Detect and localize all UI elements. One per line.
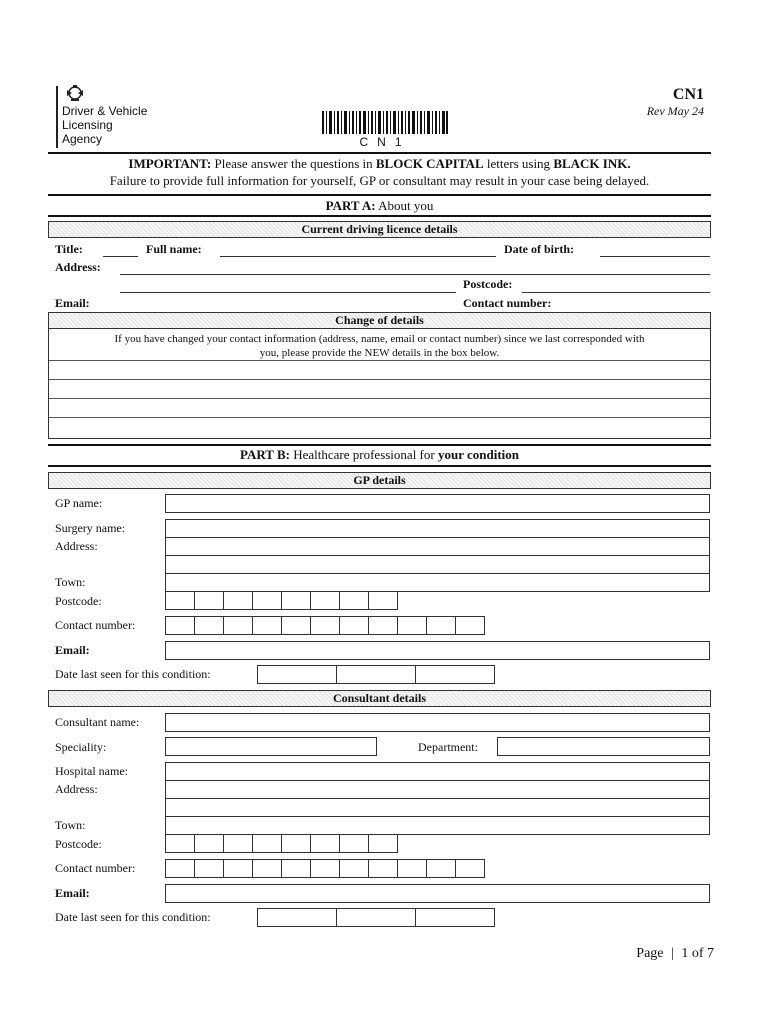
gp-postcode-input[interactable]	[165, 591, 398, 610]
full-name-field[interactable]	[220, 256, 496, 257]
barcode-text: CN1	[359, 135, 411, 149]
change-line-2[interactable]	[49, 379, 710, 398]
gp-address-input-2[interactable]	[165, 555, 710, 574]
gp-section-heading: GP details	[48, 472, 711, 489]
speciality-input[interactable]	[165, 737, 377, 756]
org-name-line2: Licensing	[62, 118, 113, 132]
change-box	[48, 328, 711, 439]
part-b-label: PART B:	[239, 447, 290, 462]
consultant-date-seen-input[interactable]	[257, 908, 495, 927]
email-label: Email:	[55, 296, 90, 310]
gp-email-label: Email:	[55, 643, 90, 657]
consultant-email-input[interactable]	[165, 884, 710, 903]
page-number: Page | 1 of 7	[636, 946, 714, 961]
page-value: 1 of 7	[681, 946, 714, 961]
dvla-logo	[56, 84, 186, 150]
consultant-date-seen-label: Date last seen for this condition:	[55, 910, 211, 924]
royal-crest-icon	[64, 84, 86, 102]
gp-date-seen-label: Date last seen for this condition:	[55, 667, 211, 681]
part-a-heading	[48, 198, 711, 214]
consultant-postcode-input[interactable]	[165, 834, 398, 853]
important-label: IMPORTANT:	[128, 156, 212, 171]
speciality-label: Speciality:	[55, 740, 107, 754]
title-field[interactable]	[103, 256, 138, 257]
revision-date: Rev May 24	[646, 104, 704, 118]
change-line-4[interactable]	[49, 417, 710, 438]
org-name-line1: Driver & Vehicle	[62, 104, 148, 118]
barcode	[322, 111, 448, 134]
notice-line2: Failure to provide full information for yourself, GP or consultant may result in your case being delayed.	[109, 173, 650, 188]
gp-name-label: GP name:	[55, 496, 103, 510]
important-notice	[48, 155, 711, 172]
page-label: Page	[636, 946, 664, 961]
change-instructions-line2: you, please provide the NEW details in the box below.	[259, 347, 500, 359]
consultant-email-label: Email:	[55, 886, 90, 900]
form-code: CN1	[672, 86, 704, 103]
part-a-title: About you	[378, 198, 434, 213]
consultant-postcode-label: Postcode:	[55, 837, 102, 851]
full-name-label: Full name:	[146, 242, 202, 256]
consultant-section-heading: Consultant details	[48, 690, 711, 707]
gp-date-seen-input[interactable]	[257, 665, 495, 684]
consultant-address-input-1[interactable]	[165, 780, 710, 799]
hospital-name-input[interactable]	[165, 762, 710, 781]
consultant-contact-input[interactable]	[165, 859, 485, 878]
postcode-field[interactable]	[522, 292, 710, 293]
part-b-heading	[48, 447, 711, 463]
surgery-name-input[interactable]	[165, 519, 710, 538]
address-label: Address:	[55, 260, 101, 274]
consultant-contact-label: Contact number:	[55, 861, 136, 875]
change-line-3[interactable]	[49, 398, 710, 417]
consultant-address-input-2[interactable]	[165, 798, 710, 817]
change-line-1[interactable]	[49, 360, 710, 379]
licence-section-heading: Current driving licence details	[48, 221, 711, 238]
part-b-title-b: your condition	[437, 447, 519, 462]
gp-contact-label: Contact number:	[55, 618, 136, 632]
consultant-town-input[interactable]	[165, 816, 710, 835]
title-label: Title:	[55, 242, 83, 256]
hospital-name-label: Hospital name:	[55, 764, 128, 778]
notice-text-a: Please answer the questions in	[214, 156, 373, 171]
department-input[interactable]	[497, 737, 710, 756]
consultant-name-input[interactable]	[165, 713, 710, 732]
gp-email-input[interactable]	[165, 641, 710, 660]
black-ink-text: BLACK INK.	[553, 156, 631, 171]
department-label: Department:	[418, 740, 478, 754]
consultant-town-label: Town:	[55, 818, 86, 832]
block-capital-text: BLOCK CAPITAL	[375, 156, 484, 171]
change-section-heading: Change of details	[48, 312, 711, 329]
gp-contact-input[interactable]	[165, 616, 485, 635]
part-a-label: PART A:	[325, 198, 376, 213]
surgery-name-label: Surgery name:	[55, 521, 126, 535]
gp-address-input-1[interactable]	[165, 537, 710, 556]
postcode-label: Postcode:	[463, 277, 513, 291]
consultant-address-label: Address:	[55, 782, 98, 796]
address-field-2[interactable]	[120, 292, 456, 293]
gp-postcode-label: Postcode:	[55, 594, 102, 608]
change-instructions-line1: If you have changed your contact information (address, name, email or contact number) since we last corresponded with	[114, 333, 645, 345]
gp-town-input[interactable]	[165, 573, 710, 592]
address-field-1[interactable]	[120, 274, 710, 275]
part-b-title-a: Healthcare professional for	[293, 447, 435, 462]
consultant-name-label: Consultant name:	[55, 715, 140, 729]
contact-number-label: Contact number:	[463, 296, 552, 310]
dob-label: Date of birth:	[504, 242, 574, 256]
gp-address-label: Address:	[55, 539, 98, 553]
gp-name-input[interactable]	[165, 494, 710, 513]
gp-town-label: Town:	[55, 575, 86, 589]
dob-field[interactable]	[600, 256, 710, 257]
org-name-line3: Agency	[62, 132, 103, 146]
notice-text-b: letters using	[486, 156, 551, 171]
